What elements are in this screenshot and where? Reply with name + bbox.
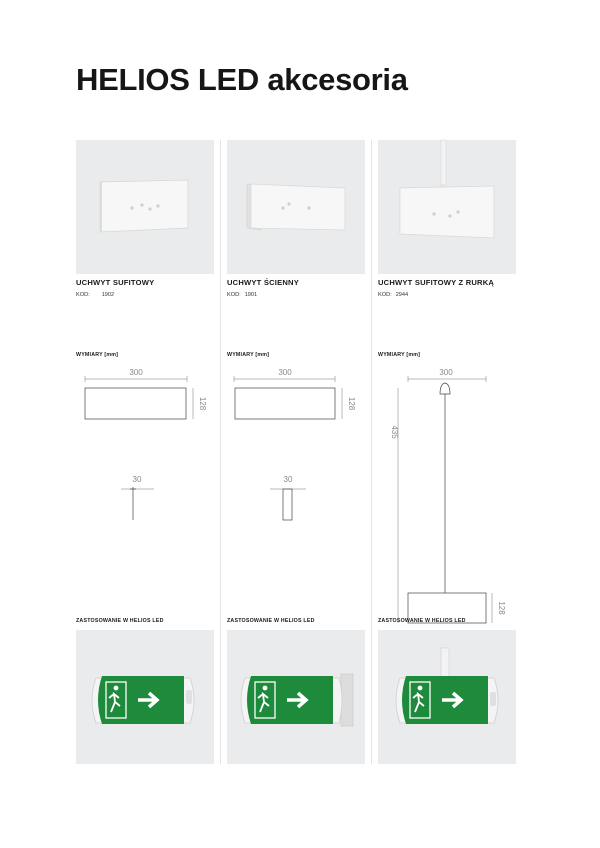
dim-height: 128	[198, 396, 207, 411]
dim-height: 128	[347, 396, 356, 411]
usage-photo	[378, 630, 516, 764]
dimensions-label: WYMIARY [mm]	[227, 352, 270, 358]
dimensions-label: WYMIARY [mm]	[378, 352, 421, 358]
product-name: UCHWYT ŚCIENNY	[227, 278, 299, 287]
usage-label: ZASTOSOWANIE W HELIOS LED	[76, 618, 164, 624]
dim-depth: 30	[283, 475, 293, 484]
dimensions-label: WYMIARY [mm]	[76, 352, 119, 358]
product-card-ceiling-mount	[76, 140, 214, 764]
product-photo	[227, 140, 365, 274]
dimension-drawing	[76, 362, 214, 532]
column-divider	[371, 140, 372, 764]
product-code: KOD: 2944	[378, 292, 409, 298]
usage-photo	[227, 630, 365, 764]
dim-depth: 30	[132, 475, 142, 484]
product-code: KOD: 1902	[76, 292, 115, 298]
dim-width: 300	[278, 368, 292, 377]
product-photo	[76, 140, 214, 274]
usage-label: ZASTOSOWANIE W HELIOS LED	[378, 618, 466, 624]
column-divider	[220, 140, 221, 764]
dim-width: 300	[439, 368, 453, 377]
page-title: HELIOS LED akcesoria	[76, 62, 408, 97]
usage-photo	[76, 630, 214, 764]
product-photo	[378, 140, 516, 274]
product-name: UCHWYT SUFITOWY Z RURKĄ	[378, 278, 495, 287]
dim-height: 128	[497, 601, 506, 615]
usage-label: ZASTOSOWANIE W HELIOS LED	[227, 618, 315, 624]
dim-width: 300	[129, 368, 143, 377]
product-name: UCHWYT SUFITOWY	[76, 278, 155, 287]
product-card-ceiling-rod-mount	[378, 140, 516, 764]
dimension-drawing	[378, 362, 516, 615]
product-code: KOD: 1901	[227, 292, 258, 298]
product-card-wall-mount	[227, 140, 365, 764]
dim-drop: 435	[390, 425, 399, 439]
dimension-drawing	[227, 362, 365, 532]
